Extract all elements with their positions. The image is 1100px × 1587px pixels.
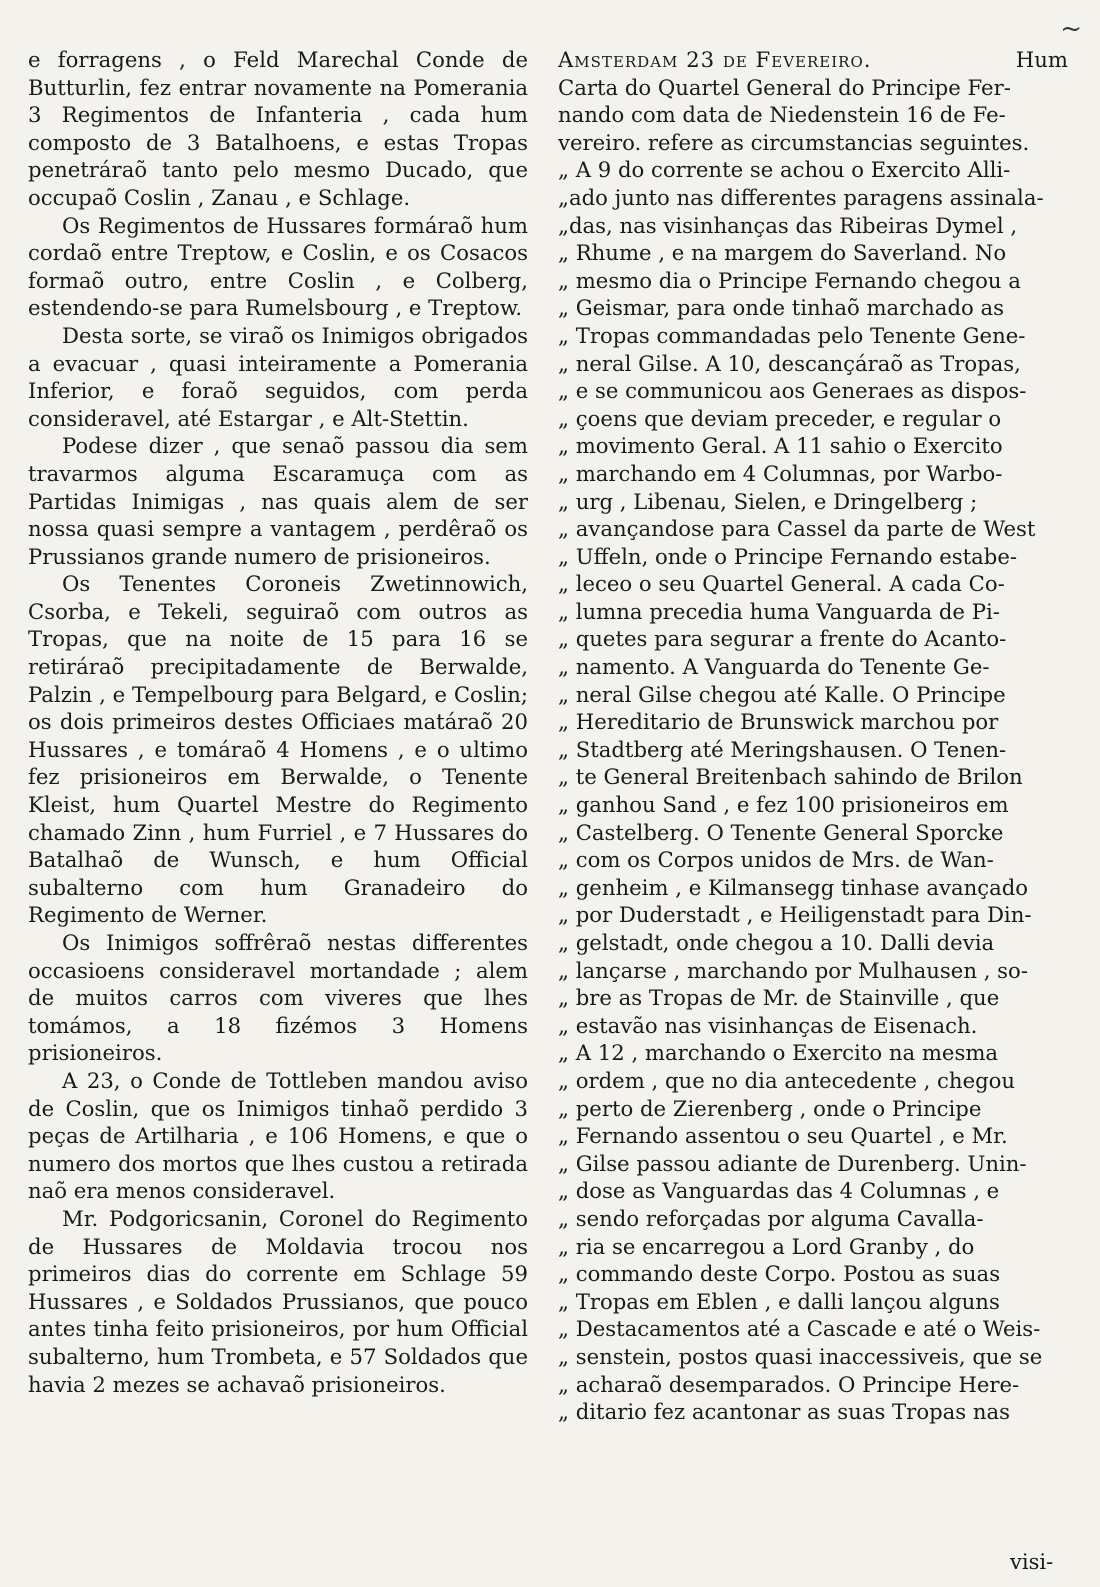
text-line: „ marchando em 4 Columnas, por Warbo-	[558, 460, 1003, 486]
text-line: „ commando deste Corpo. Postou as suas	[558, 1261, 1001, 1287]
left-column	[28, 46, 528, 1398]
text-line: vereiro. refere as circumstancias seguintes.	[558, 129, 1030, 155]
text-line: „ Tropas commandadas pelo Tenente Gene-	[558, 322, 1026, 348]
paragraph: Os Tenentes Coroneis Zwetinnowich, Csorba, e Tekeli, seguiraõ com outros as Tropas, que na noite de 15 para 16 se retiráraõ precipitadamente de Berwalde, Palzin , e Tempelbourg para Belgard, e Coslin; os dois primeiros destes Officiaes matáraõ 20 Hussares , e tomáraõ 4 Homens , e o ultimo fez prisioneiros em Berwalde, o Tenente Kleist, hum Quartel Mestre do Regimento chamado Zinn , hum Furriel , e 7 Hussares do Batalhaõ de Wunsch, e hum Official subalterno com hum Granadeiro do Regimento de Werner.	[28, 571, 528, 928]
text-line: „ quetes para segurar a frente do Acanto-	[558, 626, 1007, 652]
paragraph: Os Regimentos de Hussares formáraõ hum cordaõ entre Treptow, e Coslin, e os Cosacos formaõ outro, entre Coslin , e Colberg, estendendo-se para Rumelsbourg , e Treptow.	[28, 212, 528, 321]
text-line: „ Destacamentos até a Cascade e até o Weis-	[558, 1316, 1041, 1342]
text-line: „ neral Gilse chegou até Kalle. O Principe	[558, 681, 1006, 707]
text-line: „ Gilse passou adiante de Durenberg. Unin-	[558, 1150, 1027, 1176]
text-line: „ sendo reforçadas por alguma Cavalla-	[558, 1205, 984, 1231]
text-line: „das, nas visinhanças das Ribeiras Dymel ,	[558, 212, 1018, 238]
text-line: „ e se communicou aos Generaes as dispos-	[558, 378, 1027, 404]
paragraph: Podese dizer , que senaõ passou dia sem travarmos alguma Escaramuça com as Partidas Inimigas , nas quais alem de ser nossa quasi sempre a vantagem , perdêraõ os Prussianos grande numero de prisioneiros.	[28, 433, 528, 569]
text-line: „ado junto nas differentes paragens assinala-	[558, 184, 1044, 210]
right-column	[558, 46, 1068, 1426]
text-line: „ Castelberg. O Tenente General Sporcke	[558, 819, 1004, 845]
text-line: „ avançandose para Cassel da parte de West	[558, 516, 1036, 542]
text-line: „ ordem , que no dia antecedente , chegou	[558, 1067, 1016, 1093]
dateline: Amsterdam 23 de Fevereiro.	[558, 47, 872, 72]
text-line: „ neral Gilse. A 10, descançáraõ as Tropas,	[558, 350, 1021, 376]
text-line: „ genheim , e Kilmansegg tinhase avançado	[558, 874, 1029, 900]
text-line: „ com os Corpos unidos de Mrs. de Wan-	[558, 847, 994, 873]
text-line: „ estavão nas visinhanças de Eisenach.	[558, 1012, 978, 1038]
text-line: „ urg , Libenau, Sielen, e Dringelberg ;	[558, 488, 978, 514]
text-line: „ acharaõ desemparados. O Principe Here-	[558, 1371, 1020, 1397]
text-line: „ Geismar, para onde tinhaõ marchado as	[558, 295, 1005, 321]
text-line: „ senstein, postos quasi inaccessiveis, que se	[558, 1343, 1043, 1369]
text-line: „ gelstadt, onde chegou a 10. Dalli devia	[558, 930, 995, 955]
text-line: „ çoens que deviam preceder, e regular o	[558, 405, 1002, 431]
text-line: „ A 12 , marchando o Exercito na mesma	[558, 1040, 999, 1066]
text-line: „ mesmo dia o Principe Fernando chegou a	[558, 267, 1021, 293]
text-line: „ Uffeln, onde o Principe Fernando estabe-	[558, 543, 1018, 569]
text-line: „ te General Breitenbach sahindo de Brilon	[558, 764, 1023, 790]
text-line: „ por Duderstadt , e Heiligenstadt para Din-	[558, 902, 1032, 928]
text-line: „ leceo o seu Quartel General. A cada Co-	[558, 571, 1005, 597]
paragraph: A 23, o Conde de Tottleben mandou aviso de Coslin, que os Inimigos tinhaõ perdido 3 peças de Artilharia , e 106 Homens, e que o numero dos mortos que lhes custou a retirada naõ era menos consideravel.	[28, 1067, 528, 1204]
dateline-row	[558, 46, 1068, 74]
text-line: „ ria se encarregou a Lord Granby , do	[558, 1233, 975, 1259]
text-line: „ Fernando assentou o seu Quartel , e Mr.	[558, 1123, 1008, 1149]
text-line: Carta do Quartel General do Principe Fer-	[558, 74, 1011, 100]
paragraph: Mr. Podgoricsanin, Coronel do Regimento de Hussares de Moldavia trocou nos primeiros dias do corrente em Schlage 59 Hussares , e Soldados Prussianos, que pouco antes tinha feito prisioneiros, por hum Official subalterno, hum Trombeta, e 57 Soldados que havia 2 mezes se achavaõ prisioneiros.	[28, 1205, 528, 1397]
text-line: „ ganhou Sand , e fez 100 prisioneiros em	[558, 792, 1009, 818]
paragraph: Os Inimigos soffrêraõ nestas differentes occasioens consideravel mortandade ; alem de muitos carros com viveres que lhes tomámos, a 18 fizémos 3 Homens prisioneiros.	[28, 930, 528, 1066]
text-line: „ lançarse , marchando por Mulhausen , so-	[558, 957, 1028, 983]
corner-mark: ~	[1060, 14, 1082, 44]
text-line: „ perto de Zierenberg , onde o Principe	[558, 1095, 982, 1121]
text-line: „ Stadtberg até Meringshausen. O Tenen-	[558, 736, 1007, 762]
paragraph: e forragens , o Feld Marechal Conde de Butturlin, fez entrar novamente na Pomerania 3 Regimentos de Infanteria , cada hum composto de 3 Batalhoens, e estas Tropas penetráraõ tanto pelo mesmo Ducado, que occupaõ Coslin , Zanau , e Schlage.	[28, 47, 528, 210]
text-line: „ Tropas em Eblen , e dalli lançou alguns	[558, 1288, 1000, 1314]
text-line: „ lumna precedia huma Vanguarda de Pi-	[558, 598, 1000, 624]
text-line: „ Hereditario de Brunswick marchou por	[558, 709, 999, 735]
text-line: „ bre as Tropas de Mr. de Stainville , que	[558, 985, 1000, 1011]
text-line: „ ditario fez acantonar as suas Tropas nas	[558, 1399, 1011, 1425]
text-line: „ Rhume , e na margem do Saverland. No	[558, 240, 1007, 266]
catchword: visi-	[1010, 1550, 1054, 1574]
paragraph: Desta sorte, se viraõ os Inimigos obrigados a evacuar , quasi inteiramente a Pomerania Inferior, e foraõ seguidos, com perda consideravel, até Estargar , e Alt-Stettin.	[28, 322, 528, 431]
text-line: „ namento. A Vanguarda do Tenente Ge-	[558, 654, 990, 680]
text-line: „ A 9 do corrente se achou o Exercito Alli-	[558, 157, 1011, 183]
text-line: „ dose as Vanguardas das 4 Columnas , e	[558, 1178, 1000, 1204]
text-line: nando com data de Niedenstein 16 de Fe-	[558, 102, 1006, 128]
text-line: Hum	[1015, 47, 1068, 72]
text-line: „ movimento Geral. A 11 sahio o Exercito	[558, 433, 1003, 459]
